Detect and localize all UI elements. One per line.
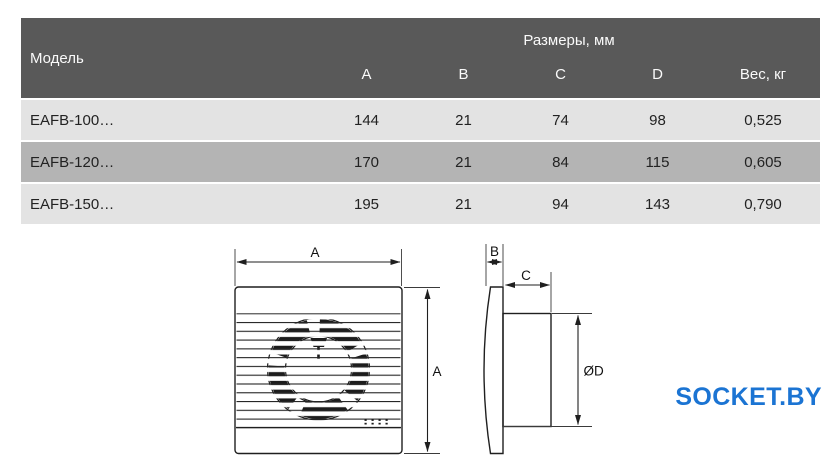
side-view — [484, 244, 604, 454]
dimension-front-width — [235, 245, 402, 286]
dimension-label-front-width: A — [310, 245, 320, 260]
column-header-c: C — [555, 66, 566, 83]
table-row — [21, 140, 820, 182]
value-a: 144 — [353, 111, 380, 129]
side-panel-profile — [484, 287, 503, 454]
value-weight: 0,790 — [744, 195, 782, 213]
dimension-label-front-height: A — [432, 364, 442, 379]
sizes-group-header: Размеры, мм — [523, 31, 615, 49]
front-view — [235, 245, 442, 454]
value-a: 195 — [353, 195, 380, 213]
table-row — [21, 182, 820, 224]
socket-by-logo: SOCKET.BY — [675, 383, 822, 411]
column-header-weight: Вес, кг — [739, 66, 787, 83]
dimension-panel-thickness — [486, 244, 503, 286]
value-c: 84 — [552, 153, 569, 171]
value-b: 21 — [455, 153, 472, 171]
value-d: 98 — [649, 111, 666, 129]
column-header-a: A — [361, 66, 372, 83]
dimensions-table — [21, 18, 820, 224]
value-a: 170 — [353, 153, 380, 171]
fan-dimensions-diagram — [0, 240, 840, 476]
dimension-label-duct-length: C — [521, 268, 531, 283]
model-cell: EAFB-100… — [30, 111, 115, 129]
table-header — [21, 18, 820, 98]
dimension-duct-length — [506, 268, 552, 312]
model-cell: EAFB-150… — [30, 195, 115, 213]
column-header-b: B — [458, 66, 469, 83]
size-column-headers — [318, 62, 820, 98]
value-d: 115 — [645, 153, 670, 171]
model-column-header: Модель — [30, 49, 84, 67]
model-cell: EAFB-120… — [30, 153, 115, 171]
value-c: 74 — [552, 111, 569, 129]
grille-lines — [237, 313, 401, 428]
value-b: 21 — [455, 195, 472, 213]
value-c: 94 — [552, 195, 569, 213]
sizes-header-block — [318, 18, 820, 98]
value-d: 143 — [644, 195, 671, 213]
value-b: 21 — [455, 111, 472, 129]
value-weight: 0,525 — [744, 111, 782, 129]
dimension-label-duct-diameter: ØD — [583, 363, 604, 379]
value-weight: 0,605 — [744, 153, 782, 171]
column-header-d: D — [652, 66, 663, 83]
dimension-front-height — [404, 288, 442, 454]
side-duct — [503, 314, 551, 427]
dimension-label-thickness: B — [489, 244, 500, 259]
dimension-duct-diameter — [503, 314, 604, 427]
table-row — [21, 98, 820, 140]
